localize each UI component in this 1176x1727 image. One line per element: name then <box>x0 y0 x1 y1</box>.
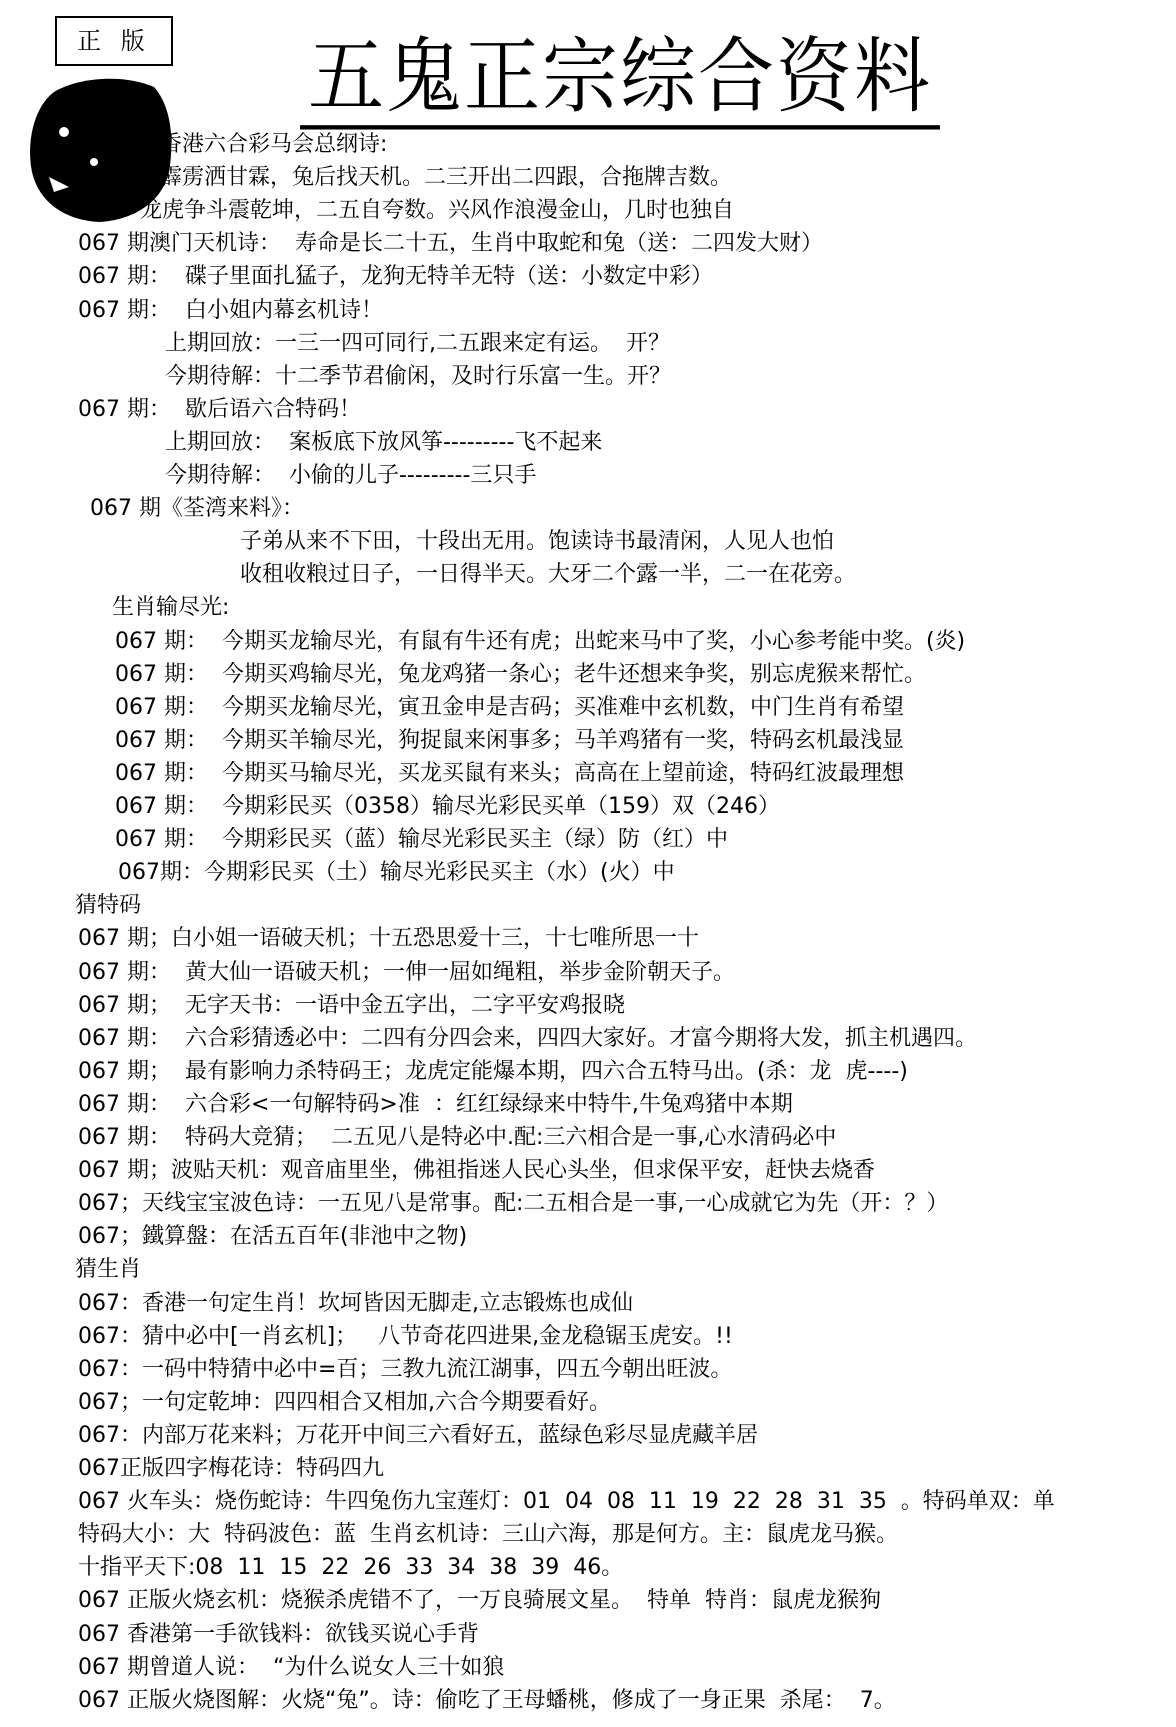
text-line: 067 正版火烧图解：火烧“兔”。诗：偷吃了王母蟠桃，修成了一身正果 杀尾： 7。 <box>78 1687 896 1713</box>
text-line: 067 期： 碟子里面扎猛子，龙狗无特羊无特（送：小数定中彩） <box>78 264 713 290</box>
text-line: 霹雳洒甘霖，兔后找天机。二三开出二四跟，合拖牌吉数。 <box>160 165 733 191</box>
text-line: 067 期澳门天机诗： 寿命是长二十五，生肖中取蛇和兔（送：二四发大财） <box>78 231 823 257</box>
text-line: 067 期： 今期买龙输尽光，有鼠有牛还有虎；出蛇来马中了奖，小心参考能中奖。(炎) <box>115 628 966 654</box>
text-line: 067：内部万花来料；万花开中间三六看好五，蓝绿色彩尽显虎藏羊居 <box>78 1422 758 1448</box>
text-line: 龙虎争斗震乾坤，二五自夸数。兴风作浪漫金山，几时也独自 <box>140 198 735 224</box>
text-line: 猜特码 <box>75 893 142 919</box>
genuine-badge: 正 版 <box>55 16 173 66</box>
text-line: 067；天线宝宝波色诗：一五见八是常事。配:二五相合是一事,一心成就它为先（开：？） <box>78 1191 949 1217</box>
text-line: 上期回放：一三一四可同行,二五跟来定有运。 开？ <box>165 330 670 356</box>
text-line: 猜生肖 <box>75 1257 142 1283</box>
text-line: 067 期： 白小姐内幕玄机诗！ <box>78 297 383 323</box>
text-line: 067：香港一句定生肖！坎坷皆因无脚走,立志锻炼也成仙 <box>78 1290 633 1316</box>
text-line: 067 期； 无字天书：一语中金五字出，二字平安鸡报晓 <box>78 992 625 1018</box>
text-line: 今期待解：十二季节君偷闲，及时行乐富一生。开？ <box>165 363 672 389</box>
text-line: 067 期： 今期彩民买（0358）输尽光彩民买单（159）双（246） <box>115 794 780 819</box>
text-line: 香港六合彩马会总纲诗: <box>160 132 388 157</box>
text-line: 067 期： 今期买马输尽光，买龙买鼠有来头；高高在上望前途，特码红波最理想 <box>115 760 904 786</box>
text-line: 十指平天下:08 11 15 22 26 33 34 38 39 46。 <box>78 1555 624 1581</box>
text-line: 067 期： 六合彩猜透必中：二四有分四会来，四四大家好。才富今期将大发，抓主机遇四。 <box>78 1025 977 1051</box>
text-line: 067：猜中必中[一肖玄机]； 八节奇花四进果,金龙稳锯玉虎安。!! <box>78 1323 733 1349</box>
text-line: 067 期： 黄大仙一语破天机；一伸一屈如绳粗，举步金阶朝天子。 <box>78 959 735 985</box>
text-line: 067 期曾道人说： “为什么说女人三十如狼 <box>78 1654 505 1680</box>
text-line: 特码大小：大 特码波色：蓝 生肖玄机诗：三山六海，那是何方。主：鼠虎龙马猴。 <box>78 1522 898 1548</box>
text-line: 067 期： 特码大竞猜； 二五见八是特必中.配:三六相合是一事,心水清码必中 <box>78 1125 837 1150</box>
text-line: 067正版四字梅花诗：特码四九 <box>78 1456 384 1481</box>
text-line: 067 期； 最有影响力杀特码王；龙虎定能爆本期，四六合五特马出。(杀：龙 虎----) <box>78 1058 908 1084</box>
text-line: 上期回放： 案板底下放风筝---------飞不起来 <box>165 429 603 455</box>
text-line: 067 期《荃湾来料》： <box>90 496 304 522</box>
text-line: 子弟从来不下田，十段出无用。饱读诗书最清闲，人见人也怕 <box>240 529 835 555</box>
text-line: 067 期： 今期买龙输尽光，寅丑金申是吉码；买准难中玄机数，中门生肖有希望 <box>115 694 904 720</box>
text-line: 今期待解： 小偷的儿子---------三只手 <box>165 463 537 488</box>
text-line: 067 正版火烧玄机：烧猴杀虎错不了，一万良骑展文星。 特单 特肖：鼠虎龙猴狗 <box>78 1588 881 1614</box>
text-line: 067 火车头：烧伤蛇诗：牛四兔伤九宝莲灯：01 04 08 11 19 22 28 31 35 。特码单双：单 <box>78 1489 1055 1515</box>
text-line: 067 期： 六合彩<一句解特码>准 ：红红绿绿来中特牛,牛兔鸡猪中本期 <box>78 1091 793 1117</box>
text-line: 067 期： 今期买鸡输尽光，兔龙鸡猪一条心；老牛还想来争奖，别忘虎猴来帮忙。 <box>115 661 926 687</box>
text-line: 067 期： 今期买羊输尽光，狗捉鼠来闲事多；马羊鸡猪有一奖，特码玄机最浅显 <box>115 727 904 753</box>
text-line: 收租收粮过日子，一日得半天。大牙二个露一半，二一在花旁。 <box>240 562 857 588</box>
text-line: 067；一句定乾坤：四四相合又相加,六合今期要看好。 <box>78 1389 611 1415</box>
text-line: 067 期；波贴天机：观音庙里坐，佛祖指迷人民心头坐，但求保平安，赶快去烧香 <box>78 1158 875 1184</box>
text-line: 067 香港第一手欲钱料：欲钱买说心手背 <box>78 1621 479 1647</box>
text-line: 067期：今期彩民买（土）输尽光彩民买主（水）(火）中 <box>118 860 675 886</box>
text-line: 生肖输尽光: <box>112 595 230 621</box>
text-line: 067：一码中特猜中必中=百；三教九流江湖事，四五今朝出旺波。 <box>78 1356 733 1382</box>
text-line: 067 期；白小姐一语破天机；十五恐思爱十三，十七唯所思一十 <box>78 926 699 952</box>
text-line: 067 期： 歇后语六合特码！ <box>78 396 361 422</box>
text-line: 067 期： 今期彩民买（蓝）输尽光彩民买主（绿）防（红）中 <box>115 827 728 853</box>
page-title: 五鬼正宗综合资料 <box>300 28 940 130</box>
text-line: 067；鐵算盤：在活五百年(非池中之物) <box>78 1224 468 1250</box>
